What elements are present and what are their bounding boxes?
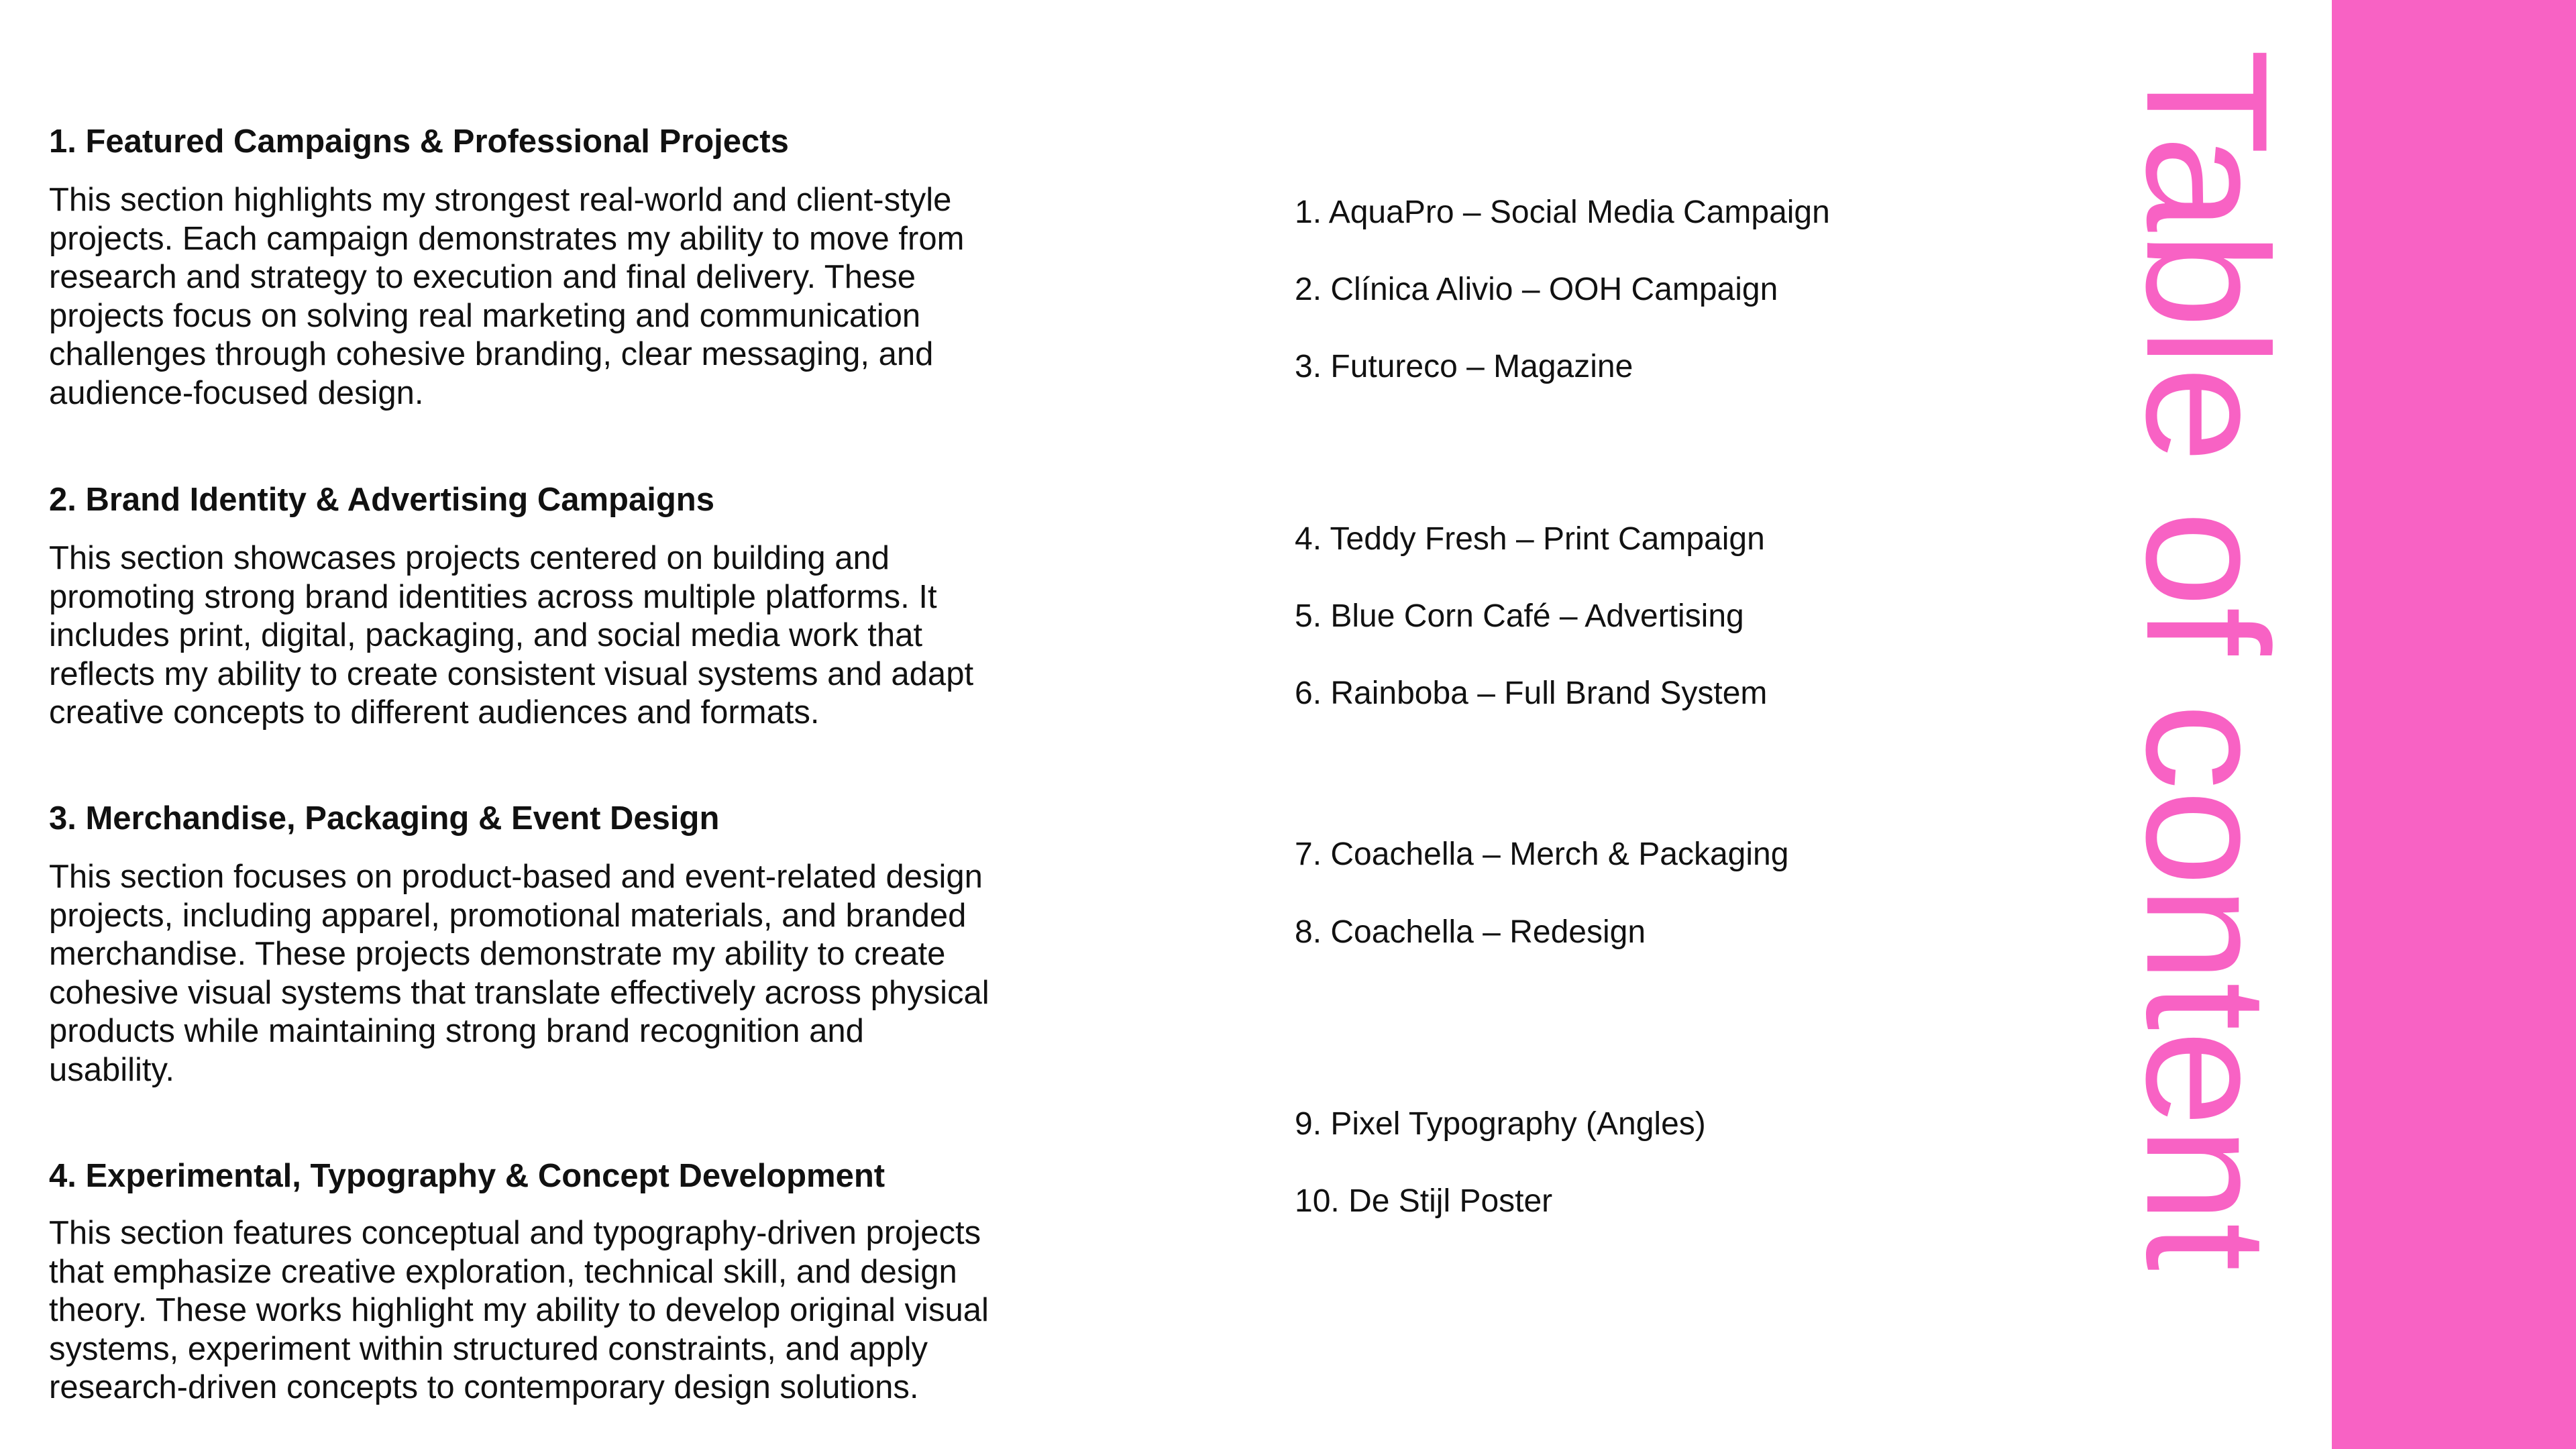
text-line: projects focus on solving real marketing and communication	[49, 297, 921, 334]
toc-item-9: 9. Pixel Typography (Angles)	[1295, 1106, 1706, 1142]
text-line: creative concepts to different audiences and formats.	[49, 694, 820, 731]
toc-item-1: 1. AquaPro – Social Media Campaign	[1295, 195, 1830, 230]
section-description-1	[49, 181, 964, 413]
toc-item-7: 7. Coachella – Merch & Packaging	[1295, 837, 1789, 872]
text-line: products while maintaining strong brand recognition and	[49, 1013, 864, 1050]
text-line: audience-focused design.	[49, 374, 424, 411]
text-line: research-driven concepts to contemporary design solutions.	[49, 1369, 919, 1406]
text-line: systems, experiment within structured constraints, and apply	[49, 1330, 928, 1367]
section-heading-2: 2. Brand Identity & Advertising Campaigns	[49, 482, 714, 518]
text-line: theory. These works highlight my ability to develop original visual	[49, 1292, 989, 1329]
section-heading-3: 3. Merchandise, Packaging & Event Design	[49, 800, 720, 837]
text-line: includes print, digital, packaging, and social media work that	[49, 617, 922, 654]
page-title: Table of content	[2110, 49, 2304, 1271]
section-heading-1: 1. Featured Campaigns & Professional Projects	[49, 123, 789, 160]
section-description-2	[49, 539, 973, 733]
toc-item-5: 5. Blue Corn Café – Advertising	[1295, 598, 1744, 634]
text-line: projects, including apparel, promotional materials, and branded	[49, 897, 967, 934]
text-line: projects. Each campaign demonstrates my ability to move from	[49, 220, 965, 257]
toc-item-3: 3. Futureco – Magazine	[1295, 349, 1633, 384]
toc-item-6: 6. Rainboba – Full Brand System	[1295, 676, 1768, 711]
toc-item-4: 4. Teddy Fresh – Print Campaign	[1295, 521, 1765, 557]
text-line: promoting strong brand identities across multiple platforms. It	[49, 578, 937, 615]
text-line: This section showcases projects centered on building and	[49, 540, 890, 576]
section-heading-4: 4. Experimental, Typography & Concept Development	[49, 1158, 885, 1194]
toc-item-10: 10. De Stijl Poster	[1295, 1183, 1553, 1219]
text-line: This section focuses on product-based and event-related design	[49, 859, 983, 895]
text-line: usability.	[49, 1051, 175, 1088]
text-line: merchandise. These projects demonstrate my ability to create	[49, 936, 946, 973]
section-description-3	[49, 858, 989, 1090]
text-line: that emphasize creative exploration, technical skill, and design	[49, 1253, 957, 1290]
toc-item-2: 2. Clínica Alivio – OOH Campaign	[1295, 272, 1778, 307]
text-line: This section highlights my strongest real-world and client-style	[49, 182, 952, 218]
text-line: reflects my ability to create consistent visual systems and adapt	[49, 655, 974, 692]
section-description-4	[49, 1214, 989, 1407]
toc-item-8: 8. Coachella – Redesign	[1295, 914, 1646, 950]
text-line: This section features conceptual and typography-driven projects	[49, 1215, 981, 1251]
accent-sidebar-band	[2332, 0, 2576, 1449]
text-line: challenges through cohesive branding, clear messaging, and	[49, 336, 934, 373]
text-line: research and strategy to execution and final delivery. These	[49, 259, 916, 296]
text-line: cohesive visual systems that translate effectively across physical	[49, 974, 989, 1011]
